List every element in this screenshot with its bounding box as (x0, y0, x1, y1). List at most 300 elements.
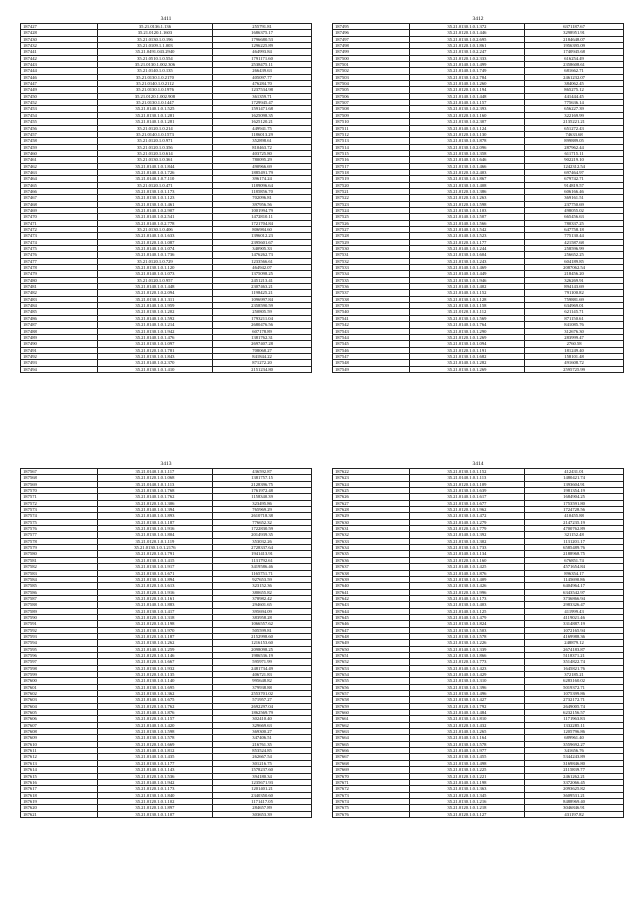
code-cell: 35.21.0130.1.0.1.396 (409, 684, 524, 690)
amount-cell: 405097.77 (213, 74, 312, 80)
code-cell: 35.21.0130.1.0.1.408 (409, 182, 524, 188)
amount-cell: 1131201.17 (525, 538, 624, 544)
amount-cell: 5019372.71 (525, 684, 624, 690)
amount-cell: 449941.75 (213, 125, 312, 131)
amount-cell: 2983326.47 (525, 602, 624, 608)
row-id-cell: 187649 (333, 640, 410, 646)
amount-cell: 1796680.53 (213, 36, 312, 42)
amount-cell: 689961.40 (525, 735, 624, 741)
amount-cell: 8488969.40 (525, 798, 624, 804)
row-id-cell: 187522 (333, 195, 410, 201)
amount-cell: 1753591.80 (525, 500, 624, 506)
row-id-cell: 187577 (21, 532, 98, 538)
code-cell: 35.21.0130.1.0.1.824 (409, 621, 524, 627)
code-cell: 35.21.0120.1.0.1.160 (409, 557, 524, 563)
code-cell: 35.21.0130.1.0.1.671 (97, 570, 212, 576)
amount-cell: 216761.35 (213, 741, 312, 747)
code-cell: 35.21.0130.1.0.1.503 (409, 627, 524, 633)
row-id-cell: 187625 (333, 488, 410, 494)
amount-cell: 361359.71 (213, 93, 312, 99)
amount-cell: 380655.82 (213, 589, 312, 595)
row-id-cell: 187652 (333, 659, 410, 665)
row-id-cell: 187578 (21, 538, 98, 544)
amount-cell: 3559692.27 (525, 741, 624, 747)
row-id-cell: 187608 (21, 729, 98, 735)
row-id-cell: 187607 (21, 722, 98, 728)
row-id-cell: 187602 (21, 691, 98, 697)
row-id-cell: 187514 (333, 144, 410, 150)
amount-cell: 1198425.21 (213, 290, 312, 296)
amount-cell: 1096997.84 (213, 296, 312, 302)
row-id-cell: 187507 (333, 100, 410, 106)
row-id-cell: 187482 (21, 290, 98, 296)
row-id-cell: 187488 (21, 328, 98, 334)
amount-cell: 2358590.59 (213, 303, 312, 309)
amount-cell: 759881.69 (525, 296, 624, 302)
amount-cell: 679742.71 (525, 176, 624, 182)
code-cell: 35.21.0130.1.0.1.417 (97, 608, 212, 614)
row-id-cell: 187539 (333, 303, 410, 309)
amount-cell: 2461262.21 (525, 773, 624, 779)
row-id-cell: 187603 (21, 697, 98, 703)
row-id-cell: 187493 (21, 360, 98, 366)
amount-cell: 218456.20 (525, 271, 624, 277)
code-cell: 35.21.0120.1.0.1.306 (97, 500, 212, 506)
amount-cell: 697464.97 (525, 169, 624, 175)
row-id-cell: 187574 (21, 513, 98, 519)
code-cell: 35.21.0120.1.0.1.897 (97, 805, 212, 811)
code-cell: 35.21.0120.1.0.1.762 (97, 703, 212, 709)
amount-cell: 651272.43 (525, 125, 624, 131)
amount-cell: 1186013.29 (213, 131, 312, 137)
amount-cell: 780095.29 (213, 157, 312, 163)
row-id-cell: 187614 (21, 767, 98, 773)
amount-cell: 498055.02 (525, 207, 624, 213)
amount-cell: 2115839.77 (525, 767, 624, 773)
amount-cell: 491608.72 (525, 360, 624, 366)
code-cell: 35.21.0130.1.0.1.409 (409, 576, 524, 582)
amount-cell: 1476262.73 (213, 252, 312, 258)
amount-cell: 301216.75 (213, 760, 312, 766)
code-cell: 35.21.0120.1.0.1.536 (97, 773, 212, 779)
code-cell: 35.21.0130.1.0.1.917 (97, 564, 212, 570)
code-cell: 35.21.0140.1.0.1.633 (97, 233, 212, 239)
amount-cell: 262667.54 (213, 754, 312, 760)
row-id-cell: 187668 (333, 760, 410, 766)
amount-cell: 1729945.47 (213, 100, 312, 106)
amount-cell: 395694.09 (213, 608, 312, 614)
code-cell: 35.21.0140.1.0.1.124 (409, 125, 524, 131)
code-cell: 35.21.0120.1.0.1.773 (409, 659, 524, 665)
amount-cell: 841085.76 (525, 322, 624, 328)
code-cell: 35.21.0130.1.0.1.2176 (97, 545, 212, 551)
amount-cell: 294601.65 (213, 602, 312, 608)
code-cell: 35.21.0120.1.0.1.263 (409, 195, 524, 201)
row-id-cell: 187600 (21, 678, 98, 684)
code-cell: 35.21.0130.1.0.1.916 (97, 526, 212, 532)
amount-cell: 250805.59 (213, 309, 312, 315)
row-id-cell: 187586 (21, 589, 98, 595)
row-id-cell: 187631 (333, 526, 410, 532)
code-cell: 35.21.0130.1.0.1.363 (409, 786, 524, 792)
code-cell: 35.21.0140.1.0.1.157 (409, 100, 524, 106)
code-cell: 35.21.0130.1.0.1.942 (97, 328, 212, 334)
amount-cell: 353032.26 (213, 538, 312, 544)
row-id-cell: 187666 (333, 748, 410, 754)
code-cell: 35.21.0140.1.0.1.152 (409, 290, 524, 296)
amount-cell: 369300.27 (213, 729, 312, 735)
code-cell: 35.21.0140.1.0.1.448 (409, 93, 524, 99)
row-id-cell: 187575 (21, 519, 98, 525)
row-id-cell: 187576 (21, 526, 98, 532)
amount-cell: 1941413.91 (213, 551, 312, 557)
code-cell: 35.21.0140.1.0.1.525 (97, 106, 212, 112)
amount-cell: 1625098.35 (213, 112, 312, 118)
row-id-cell: 187641 (333, 589, 410, 595)
code-cell: 35.21.0140.1.0.1.762 (97, 494, 212, 500)
code-cell: 35.21.0130.1.0.1.281 (97, 112, 212, 118)
amount-cell: 775130.44 (525, 233, 624, 239)
code-cell: 35.21.0140.1.0.1.394 (97, 507, 212, 513)
amount-cell: 369161.51 (525, 195, 624, 201)
row-id-cell: 187511 (333, 125, 410, 131)
row-id-cell: 187655 (333, 678, 410, 684)
panel-title: 3414 (472, 461, 484, 467)
code-cell: 35.21.0120.1.0.1.127 (409, 811, 524, 817)
row-id-cell: 187458 (21, 138, 98, 144)
amount-cell: 352898.61 (213, 138, 312, 144)
code-cell: 35.21.0140.1.0.1.429 (409, 672, 524, 678)
row-id-cell: 187659 (333, 703, 410, 709)
code-cell: 35.21.0120.1.0.1.432 (409, 722, 524, 728)
code-cell: 35.21.0120.1.0.2.094 (97, 290, 212, 296)
code-cell: 35.21.0130.1.0.1.226 (409, 640, 524, 646)
amount-cell: 914819.57 (525, 182, 624, 188)
code-cell: 35.21.0140.1.0.1.726 (97, 169, 212, 175)
data-table (332, 468, 624, 818)
amount-cell: 441444.45 (525, 93, 624, 99)
amount-cell: 1761972.48 (213, 488, 312, 494)
code-cell: 35.21.0140.1.0.1.646 (409, 157, 524, 163)
code-cell: 35.21.0130.1.0.196 (97, 36, 212, 42)
code-cell: 35.21.0130.1.0.2.096 (409, 144, 524, 150)
amount-cell: 2098098.25 (213, 646, 312, 652)
row-id-cell: 187628 (333, 507, 410, 513)
code-cell: 35.21.0140.1.0.1.134 (409, 551, 524, 557)
code-cell: 35.21.0120.1.0.2.403 (409, 169, 524, 175)
row-id-cell: 187475 (21, 246, 98, 252)
row-id-cell: 187620 (21, 805, 98, 811)
amount-cell: 302410.40 (213, 716, 312, 722)
row-id-cell: 187646 (333, 621, 410, 627)
row-id-cell: 187466 (21, 188, 98, 194)
code-cell: 35.21.0120.1.0.471 (97, 182, 212, 188)
row-id-cell: 187474 (21, 239, 98, 245)
row-id-cell: 187499 (333, 49, 410, 55)
amount-cell: 1862569.79 (213, 710, 312, 716)
row-id-cell: 187674 (333, 798, 410, 804)
code-cell: 35.21.0140.1.0.1.542 (409, 227, 524, 233)
code-cell: 35.21.0130.1.0.1.415 (97, 557, 212, 563)
table-panel-3414 (332, 461, 624, 818)
amount-cell: 1296225.89 (213, 43, 312, 49)
amount-cell: 1578237.60 (213, 767, 312, 773)
code-cell: 35.21.0130.1.0.1.302 (409, 538, 524, 544)
row-id-cell: 187543 (333, 328, 410, 334)
code-cell: 35.21.0120.1.0.1.160 (409, 112, 524, 118)
amount-cell: 312676.30 (525, 328, 624, 334)
code-cell: 35.21.0140.1.0.1.113 (97, 481, 212, 487)
code-cell: 35.21.0140.1.0.1.959 (97, 303, 212, 309)
amount-cell: 505599.81 (213, 627, 312, 633)
row-id-cell: 187454 (21, 112, 98, 118)
amount-cell: 1171417.05 (213, 798, 312, 804)
amount-cell: 431197.82 (525, 811, 624, 817)
row-id-cell: 187648 (333, 633, 410, 639)
row-id-cell: 187513 (333, 138, 410, 144)
amount-cell: 464942.07 (213, 265, 312, 271)
code-cell: 35.21.0140.1.0.1.423 (409, 665, 524, 671)
code-cell: 35.21.0140.1.0.1.164 (409, 735, 524, 741)
row-id-cell: 187613 (21, 760, 98, 766)
row-id-cell: 187485 (21, 309, 98, 315)
code-cell: 35.21.0140.1.0.1.214 (97, 322, 212, 328)
code-cell: 35.21.0130.1.0.1.578 (97, 735, 212, 741)
code-cell: 35.21.0120.1.1603 (97, 30, 212, 36)
code-cell: 35.21.0120.1.0.1.146 (97, 652, 212, 658)
code-cell: 35.21.0109.1.1.003 (97, 43, 212, 49)
amount-cell: 258596.99 (525, 246, 624, 252)
code-cell: 35.21.0140.1.0.1.479 (409, 614, 524, 620)
amount-cell: 2692297.04 (213, 703, 312, 709)
code-cell: 35.21.0120.1.0.1.191 (409, 347, 524, 353)
amount-cell: 571957.27 (213, 697, 312, 703)
row-id-cell: 187486 (21, 315, 98, 321)
amount-cell: 3514822.74 (525, 659, 624, 665)
amount-cell: 6283160.02 (525, 678, 624, 684)
row-id-cell: 187450 (21, 93, 98, 99)
amount-cell: 595971.99 (213, 659, 312, 665)
code-cell: 35.21.0120.1.0.1.613 (97, 583, 212, 589)
code-cell: 35.21.0130.1.0.1.569 (409, 315, 524, 321)
amount-cell: 676851.74 (525, 557, 624, 563)
code-cell: 35.21.0130.1.0.1.120 (97, 265, 212, 271)
amount-cell: 607178.89 (213, 328, 312, 334)
row-id-cell: 187483 (21, 296, 98, 302)
amount-cell: 1171963.83 (525, 716, 624, 722)
code-cell: 35.21.0130.1.0.1.946 (409, 277, 524, 283)
code-cell: 35.21.0130.1.0.1.843 (97, 353, 212, 359)
code-cell: 35.21.0130.1.0.2.307 (409, 119, 524, 125)
row-id-cell: 187446 (21, 74, 98, 80)
row-id-cell: 187637 (333, 564, 410, 570)
code-cell: 35.21.0140.1.0.1.402 (409, 284, 524, 290)
row-id-cell: 187588 (21, 602, 98, 608)
amount-cell: 410455.88 (525, 513, 624, 519)
amount-cell: 1242312.54 (525, 163, 624, 169)
row-id-cell: 187538 (333, 296, 410, 302)
amount-cell: 1075399.86 (525, 691, 624, 697)
code-cell: 35.21.0130.1.0.1.187 (97, 519, 212, 525)
code-cell: 35.21.0130.1.0.2.784 (409, 74, 524, 80)
row-id-cell: 187496 (333, 30, 410, 36)
code-cell: 35.21.0140.1.0.1.198 (409, 779, 524, 785)
amount-cell: 3419586.46 (213, 564, 312, 570)
amount-cell: 411999.43 (525, 608, 624, 614)
row-id-cell: 187587 (21, 595, 98, 601)
row-id-cell: 187462 (21, 163, 98, 169)
code-cell: 35.21.0140.1.0.1.339 (409, 646, 524, 652)
code-cell: 35.21.0140.1.0.1.435 (97, 754, 212, 760)
row-id-cell: 187477 (21, 258, 98, 264)
code-cell: 35.21.0120.1.0.1.087 (97, 239, 212, 245)
code-cell: 35.21.0140.1.0.1.117 (97, 469, 212, 475)
code-cell: 35.21.0130.1.0.1.866 (409, 652, 524, 658)
data-table (20, 23, 312, 373)
row-id-cell: 187494 (21, 366, 98, 372)
row-id-cell: 187660 (333, 710, 410, 716)
code-cell: 35.21.0140.1.0.1.476 (97, 334, 212, 340)
code-cell: 35.21.0130.1.0.1.262 (97, 640, 212, 646)
row-id-cell: 187480 (21, 277, 98, 283)
code-cell: 35.21.0140.1.0.1.876 (409, 570, 524, 576)
amount-cell: 3298951.91 (525, 30, 624, 36)
code-cell: 35.21.0130.1.0.1.310 (409, 678, 524, 684)
amount-cell: 1072165.94 (525, 627, 624, 633)
amount-cell: 403725.80 (213, 150, 312, 156)
amount-cell: 871272.20 (213, 360, 312, 366)
code-cell: 35.21.0130.1.0.1.290 (409, 328, 524, 334)
code-cell: 35.21.0130.1.0.2.695 (409, 36, 524, 42)
code-cell: 35.21.0120.1.0.1.667 (97, 659, 212, 665)
row-id-cell: 187673 (333, 792, 410, 798)
row-id-cell: 187447 (21, 81, 98, 87)
amount-cell: 2697407.28 (213, 341, 312, 347)
amount-cell: 1721704.84 (213, 220, 312, 226)
code-cell: 35.21.0130.1.0.1.269 (409, 366, 524, 372)
row-id-cell: 187647 (333, 627, 410, 633)
code-cell: 35.21.0130.1.0.2.393 (409, 106, 524, 112)
row-id-cell: 187537 (333, 290, 410, 296)
amount-cell: 1791171.60 (213, 55, 312, 61)
amount-cell: 806984.60 (213, 227, 312, 233)
amount-cell: 708068.27 (213, 347, 312, 353)
code-cell: 35.21.0130.1.0.1.097 (97, 341, 212, 347)
code-cell: 35.21.0130.1.0.1.604 (409, 252, 524, 258)
row-id-cell: 187444 (21, 68, 98, 74)
row-id-cell: 187615 (21, 773, 98, 779)
data-table (332, 23, 624, 373)
row-id-cell: 187525 (333, 214, 410, 220)
row-id-cell: 187541 (333, 315, 410, 321)
code-cell: 35.21.0130.1.0.1.140 (97, 678, 212, 684)
row-id-cell: 187654 (333, 672, 410, 678)
code-cell: 35.21.0130.1.0.1.498 (409, 760, 524, 766)
row-id-cell: 187540 (333, 309, 410, 315)
row-id-cell: 187464 (21, 176, 98, 182)
row-id-cell: 187498 (333, 43, 410, 49)
amount-cell: 2147235.19 (525, 519, 624, 525)
row-id-cell: 187572 (21, 500, 98, 506)
amount-cell: 322169.99 (525, 112, 624, 118)
amount-cell: 464993.84 (213, 49, 312, 55)
amount-cell: 2610718.38 (213, 513, 312, 519)
row-id-cell: 187642 (333, 595, 410, 601)
code-cell: 35.21.0120.1.0.1.669 (97, 741, 212, 747)
row-id-cell: 187570 (21, 488, 98, 494)
code-cell: 35.21.0130.1.0.1.682 (409, 353, 524, 359)
code-cell: 35.21.0130.1.0.1.426 (409, 583, 524, 589)
code-cell: 35.21.0120.1.0.1.779 (409, 526, 524, 532)
row-id-cell: 187604 (21, 703, 98, 709)
code-cell: 35.21.0130.1.0.1.878 (409, 138, 524, 144)
amount-cell: 2184648.07 (525, 36, 624, 42)
code-cell: 35.21.0130.1.0.1.311 (97, 296, 212, 302)
code-cell: 35.21.0130.1.0.406 (97, 227, 212, 233)
code-cell: 35.21.0120.1.0.1.173 (97, 786, 212, 792)
amount-cell: 248879.12 (525, 640, 624, 646)
amount-cell: 1625120.21 (213, 119, 312, 125)
code-cell: 35.21.0120.1.0.1.792 (409, 703, 524, 709)
amount-cell: 865275.12 (525, 87, 624, 93)
amount-cell: 2358608.61 (525, 62, 624, 68)
amount-cell: 1645821.76 (525, 665, 624, 671)
row-id-cell: 187518 (333, 169, 410, 175)
code-cell: 35.21.0120.1.0.729 (97, 258, 212, 264)
row-id-cell: 187617 (21, 786, 98, 792)
amount-cell: 2481734.49 (213, 665, 312, 671)
row-id-cell: 187639 (333, 576, 410, 582)
code-cell: 35.21.0130.1.0.1.768 (97, 488, 212, 494)
row-id-cell: 187626 (333, 494, 410, 500)
amount-cell: 379938.88 (213, 684, 312, 690)
code-cell: 35.21.0120.1.0.1.345 (409, 792, 524, 798)
amount-cell: 1131792.61 (213, 557, 312, 563)
row-id-cell: 187478 (21, 265, 98, 271)
row-id-cell: 187676 (333, 811, 410, 817)
row-id-cell: 187571 (21, 494, 98, 500)
table-row (21, 811, 312, 817)
row-id-cell: 187526 (333, 220, 410, 226)
row-id-cell: 187473 (21, 233, 98, 239)
code-cell: 35.21.0130.1.0.1.427 (409, 697, 524, 703)
row-id-cell: 187634 (333, 545, 410, 551)
amount-cell: 1185856.70 (213, 188, 312, 194)
code-cell: 35.21.0120.1.0.1.962 (409, 507, 524, 513)
amount-cell: 3609531.21 (525, 792, 624, 798)
amount-cell: 4169988.36 (525, 633, 624, 639)
row-id-cell: 187487 (21, 322, 98, 328)
code-cell: 35.21.0130.1.0.1.598 (97, 729, 212, 735)
row-id-cell: 187594 (21, 640, 98, 646)
row-id-cell: 187653 (333, 665, 410, 671)
row-id-cell: 187490 (21, 341, 98, 347)
row-id-cell: 187596 (21, 652, 98, 658)
code-cell: 35.21.0120.1.0.1.198 (97, 621, 212, 627)
amount-cell: 1332285.11 (525, 722, 624, 728)
amount-cell: 1381762.31 (213, 334, 312, 340)
row-id-cell: 187519 (333, 176, 410, 182)
row-id-cell: 187453 (21, 106, 98, 112)
row-id-cell: 187589 (21, 608, 98, 614)
amount-cell: 1393604.91 (525, 481, 624, 487)
amount-cell: 616254.49 (525, 55, 624, 61)
code-cell: 35.21.0120.1.0.1.446 (409, 30, 524, 36)
panel-title: 3411 (160, 16, 172, 22)
amount-cell: 665456.63 (525, 214, 624, 220)
amount-cell: 283999.47 (525, 334, 624, 340)
amount-cell: 810463.72 (213, 144, 312, 150)
